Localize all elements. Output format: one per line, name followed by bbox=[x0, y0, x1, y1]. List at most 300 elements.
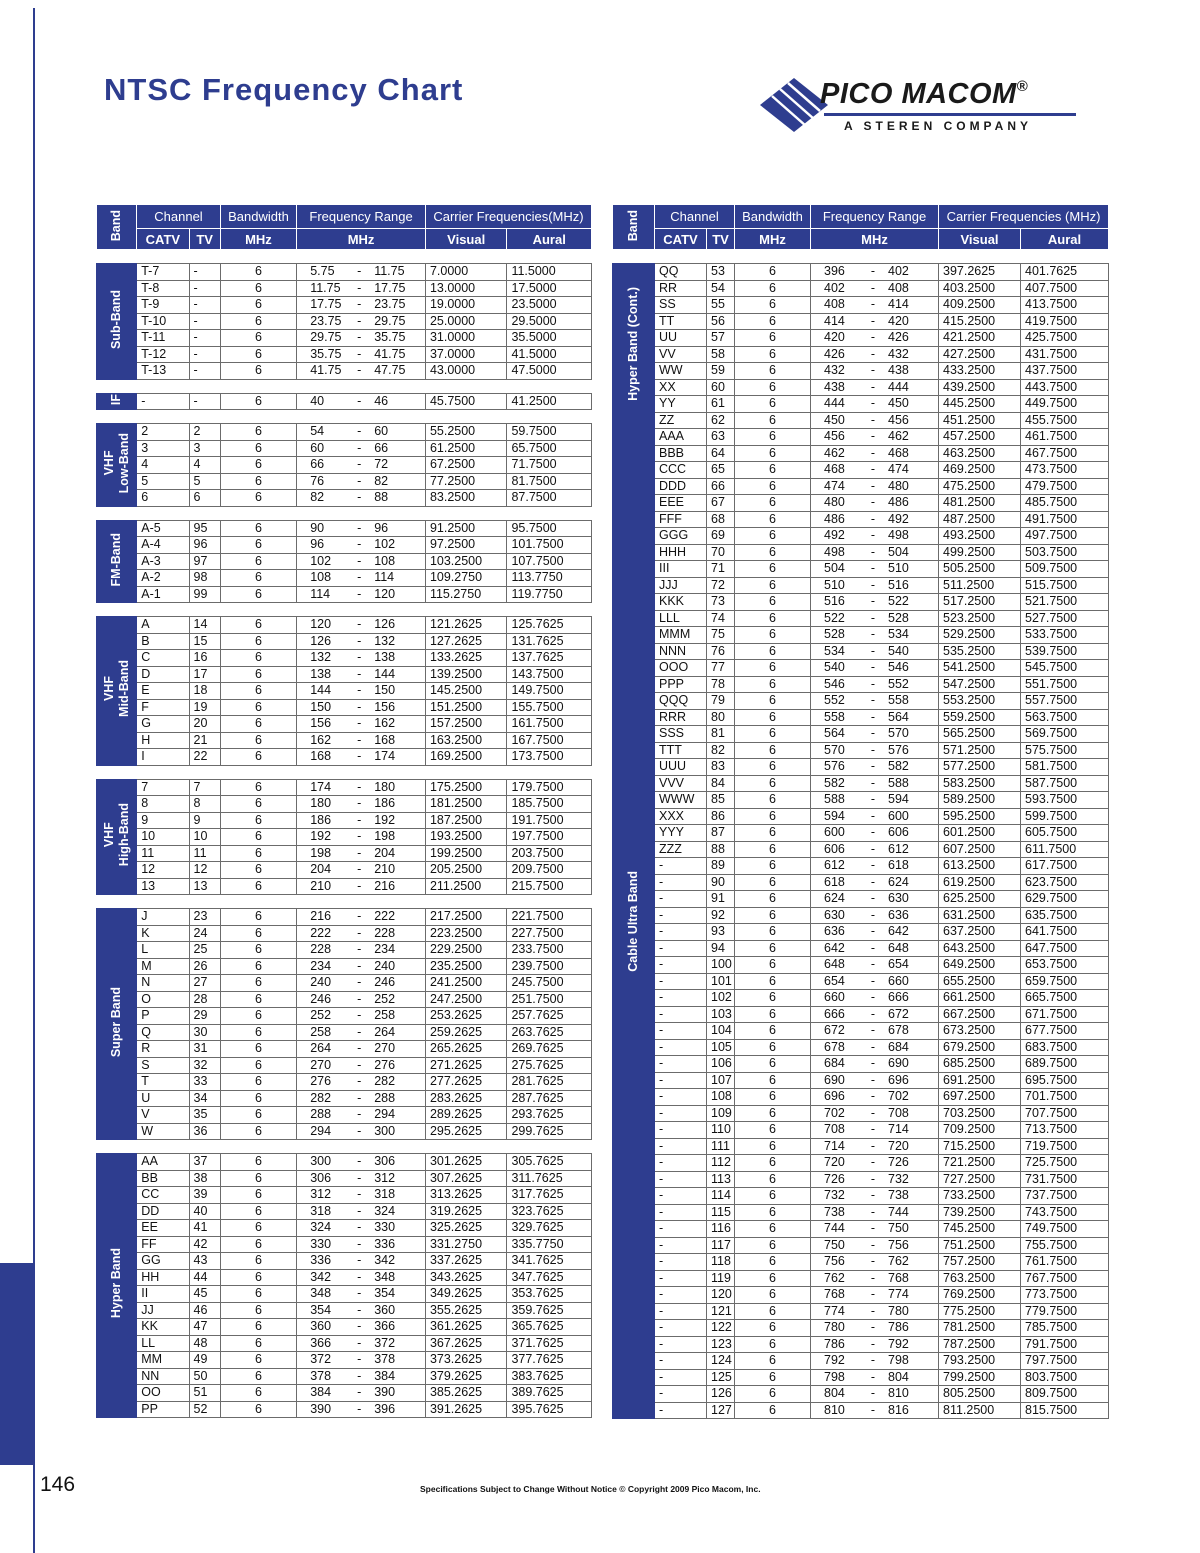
visual-carrier-cell: 763.2500 bbox=[939, 1270, 1021, 1287]
frequency-high: 600 bbox=[888, 808, 909, 823]
table-gap bbox=[613, 250, 1109, 264]
aural-carrier-cell: 407.7500 bbox=[1021, 280, 1109, 297]
frequency-low: 630 bbox=[824, 907, 845, 922]
frequency-range-cell bbox=[297, 520, 426, 537]
table-row bbox=[613, 1204, 1109, 1221]
frequency-low: 546 bbox=[824, 676, 845, 691]
aural-carrier-cell: 131.7625 bbox=[507, 633, 592, 650]
tv-cell: 63 bbox=[707, 429, 735, 446]
aural-carrier-cell: 653.7500 bbox=[1021, 957, 1109, 974]
bandwidth-cell: 6 bbox=[735, 313, 811, 330]
aural-carrier-cell: 713.7500 bbox=[1021, 1122, 1109, 1139]
range-dash: - bbox=[357, 297, 362, 312]
table-gap bbox=[97, 603, 592, 617]
tv-cell: 26 bbox=[189, 958, 220, 975]
aural-carrier-cell: 539.7500 bbox=[1021, 643, 1109, 660]
tv-cell: 77 bbox=[707, 660, 735, 677]
table-row bbox=[613, 907, 1109, 924]
frequency-range-cell bbox=[811, 1039, 939, 1056]
table-row bbox=[97, 570, 592, 587]
range-dash: - bbox=[357, 490, 362, 505]
table-row bbox=[613, 594, 1109, 611]
bandwidth-cell: 6 bbox=[220, 633, 296, 650]
frequency-high: 642 bbox=[888, 924, 909, 939]
tv-cell: 99 bbox=[189, 586, 220, 603]
frequency-range-cell bbox=[811, 1287, 939, 1304]
frequency-low: 40 bbox=[310, 393, 325, 408]
visual-carrier-cell: 409.2500 bbox=[939, 297, 1021, 314]
bandwidth-cell: 6 bbox=[735, 1023, 811, 1040]
table-row bbox=[613, 1320, 1109, 1337]
frequency-low: 492 bbox=[824, 528, 845, 543]
table-row bbox=[613, 264, 1109, 281]
frequency-high: 552 bbox=[888, 676, 909, 691]
tv-cell: 86 bbox=[707, 808, 735, 825]
tv-cell: 7 bbox=[189, 779, 220, 796]
logo-tagline: A STEREN COMPANY bbox=[844, 119, 1033, 133]
visual-carrier-cell: 343.2625 bbox=[425, 1269, 506, 1286]
table-row bbox=[97, 878, 592, 895]
table-gap bbox=[97, 895, 592, 909]
catv-cell: T-10 bbox=[137, 313, 189, 330]
frequency-high: 684 bbox=[888, 1039, 909, 1054]
table-row bbox=[613, 940, 1109, 957]
frequency-low: 324 bbox=[310, 1220, 332, 1235]
frequency-high: 240 bbox=[374, 958, 396, 973]
catv-cell: - bbox=[655, 891, 707, 908]
visual-carrier-cell: 811.2500 bbox=[939, 1402, 1021, 1419]
range-dash: - bbox=[870, 808, 876, 823]
band-label bbox=[109, 987, 124, 1057]
frequency-high: 738 bbox=[888, 1188, 909, 1203]
frequency-high: 366 bbox=[374, 1319, 396, 1334]
range-dash: - bbox=[357, 812, 362, 827]
tv-cell: 111 bbox=[707, 1138, 735, 1155]
aural-carrier-cell: 533.7500 bbox=[1021, 627, 1109, 644]
frequency-high: 462 bbox=[888, 429, 909, 444]
frequency-high: 402 bbox=[888, 264, 909, 279]
bandwidth-cell: 6 bbox=[735, 1336, 811, 1353]
catv-cell: A-1 bbox=[137, 586, 189, 603]
frequency-high: 666 bbox=[888, 990, 909, 1005]
aural-carrier-cell: 443.7500 bbox=[1021, 379, 1109, 396]
frequency-high: 540 bbox=[888, 643, 909, 658]
table-row bbox=[613, 379, 1109, 396]
frequency-range-cell bbox=[297, 1385, 426, 1402]
frequency-high: 732 bbox=[888, 1171, 909, 1186]
visual-carrier-cell: 463.2500 bbox=[939, 445, 1021, 462]
range-dash: - bbox=[357, 1335, 362, 1350]
aural-carrier-cell: 527.7500 bbox=[1021, 610, 1109, 627]
table-row bbox=[97, 586, 592, 603]
frequency-high: 648 bbox=[888, 940, 909, 955]
range-dash: - bbox=[357, 1236, 362, 1251]
table-row bbox=[97, 1335, 592, 1352]
visual-carrier-cell: 637.2500 bbox=[939, 924, 1021, 941]
band-header: Band bbox=[613, 205, 655, 250]
range-dash: - bbox=[870, 363, 876, 378]
visual-carrier-cell: 403.2500 bbox=[939, 280, 1021, 297]
frequency-low: 426 bbox=[824, 346, 845, 361]
aural-carrier-cell: 29.5000 bbox=[507, 313, 592, 330]
range-dash: - bbox=[870, 1270, 876, 1285]
aural-carrier-cell: 239.7500 bbox=[507, 958, 592, 975]
frequency-low: 738 bbox=[824, 1204, 845, 1219]
brand-logo bbox=[758, 74, 1088, 140]
table-row bbox=[97, 1024, 592, 1041]
frequency-high: 282 bbox=[374, 1074, 396, 1089]
aural-carrier-cell: 797.7500 bbox=[1021, 1353, 1109, 1370]
visual-carrier-cell: 769.2500 bbox=[939, 1287, 1021, 1304]
catv-cell: - bbox=[655, 1287, 707, 1304]
range-dash: - bbox=[870, 594, 876, 609]
bandwidth-cell: 6 bbox=[735, 1353, 811, 1370]
frequency-low: 456 bbox=[824, 429, 845, 444]
band-label bbox=[109, 394, 124, 405]
table-row bbox=[613, 561, 1109, 578]
aural-carrier-cell: 185.7500 bbox=[507, 796, 592, 813]
table-row bbox=[613, 1188, 1109, 1205]
frequency-unit-header: MHz bbox=[297, 229, 426, 250]
range-dash: - bbox=[357, 1269, 362, 1284]
tv-cell: 34 bbox=[189, 1090, 220, 1107]
visual-carrier-cell: 217.2500 bbox=[425, 909, 506, 926]
range-dash: - bbox=[870, 1336, 876, 1351]
range-dash: - bbox=[357, 393, 362, 408]
catv-cell: - bbox=[655, 1303, 707, 1320]
bandwidth-cell: 6 bbox=[735, 792, 811, 809]
visual-carrier-cell: 595.2500 bbox=[939, 808, 1021, 825]
catv-header: CATV bbox=[137, 229, 189, 250]
range-dash: - bbox=[357, 553, 362, 568]
catv-cell: - bbox=[655, 1023, 707, 1040]
range-dash: - bbox=[357, 716, 362, 731]
visual-carrier-cell: 709.2500 bbox=[939, 1122, 1021, 1139]
visual-carrier-cell: 475.2500 bbox=[939, 478, 1021, 495]
catv-cell: T-8 bbox=[137, 280, 189, 297]
catv-cell: T-11 bbox=[137, 330, 189, 347]
bandwidth-cell: 6 bbox=[735, 759, 811, 776]
bandwidth-cell: 6 bbox=[735, 297, 811, 314]
right-frequency-table bbox=[612, 204, 1109, 1419]
catv-cell: DDD bbox=[655, 478, 707, 495]
table-row bbox=[97, 958, 592, 975]
bandwidth-cell: 6 bbox=[735, 1254, 811, 1271]
aural-carrier-cell: 125.7625 bbox=[507, 617, 592, 634]
frequency-range-cell bbox=[297, 749, 426, 766]
table-row bbox=[97, 537, 592, 554]
visual-carrier-cell: 799.2500 bbox=[939, 1369, 1021, 1386]
frequency-range-cell bbox=[811, 858, 939, 875]
page-number: 146 bbox=[40, 1473, 76, 1496]
visual-carrier-cell: 745.2500 bbox=[939, 1221, 1021, 1238]
range-dash: - bbox=[357, 330, 362, 345]
table-row bbox=[613, 1270, 1109, 1287]
catv-cell: L bbox=[137, 942, 189, 959]
table-row bbox=[613, 313, 1109, 330]
tv-cell: 36 bbox=[189, 1123, 220, 1140]
frequency-low: 744 bbox=[824, 1221, 845, 1236]
frequency-range-cell bbox=[811, 544, 939, 561]
frequency-low: 384 bbox=[310, 1385, 332, 1400]
bandwidth-cell: 6 bbox=[735, 808, 811, 825]
visual-carrier-cell: 211.2500 bbox=[425, 878, 506, 895]
bandwidth-cell: 6 bbox=[735, 907, 811, 924]
frequency-high: 672 bbox=[888, 1006, 909, 1021]
frequency-range-cell bbox=[811, 973, 939, 990]
range-dash: - bbox=[870, 1353, 876, 1368]
tv-cell: 70 bbox=[707, 544, 735, 561]
bandwidth-cell: 6 bbox=[735, 775, 811, 792]
frequency-range-cell bbox=[297, 1090, 426, 1107]
range-dash: - bbox=[870, 1369, 876, 1384]
tv-cell: 120 bbox=[707, 1287, 735, 1304]
frequency-low: 270 bbox=[310, 1057, 332, 1072]
table-row bbox=[97, 942, 592, 959]
table-row bbox=[613, 693, 1109, 710]
frequency-high: 474 bbox=[888, 462, 909, 477]
bandwidth-cell: 6 bbox=[735, 1369, 811, 1386]
table-row bbox=[97, 1302, 592, 1319]
frequency-low: 774 bbox=[824, 1303, 845, 1318]
range-dash: - bbox=[870, 495, 876, 510]
tv-cell: 89 bbox=[707, 858, 735, 875]
bandwidth-cell: 6 bbox=[220, 958, 296, 975]
frequency-range-cell bbox=[297, 297, 426, 314]
frequency-range-cell bbox=[297, 586, 426, 603]
frequency-high: 330 bbox=[374, 1220, 396, 1235]
bandwidth-cell: 6 bbox=[220, 1170, 296, 1187]
range-dash: - bbox=[870, 264, 876, 279]
bandwidth-cell: 6 bbox=[220, 520, 296, 537]
frequency-range-cell bbox=[297, 666, 426, 683]
frequency-range-cell bbox=[297, 473, 426, 490]
tv-cell: 13 bbox=[189, 878, 220, 895]
frequency-high: 246 bbox=[374, 975, 396, 990]
bandwidth-cell: 6 bbox=[735, 1056, 811, 1073]
tv-cell: 52 bbox=[189, 1401, 220, 1418]
visual-carrier-cell: 313.2625 bbox=[425, 1187, 506, 1204]
frequency-high: 624 bbox=[888, 874, 909, 889]
tv-cell: 72 bbox=[707, 577, 735, 594]
range-dash: - bbox=[870, 1072, 876, 1087]
catv-cell: KKK bbox=[655, 594, 707, 611]
frequency-high: 82 bbox=[374, 473, 389, 488]
frequency-range-cell bbox=[811, 1122, 939, 1139]
catv-cell: 6 bbox=[137, 490, 189, 507]
aural-carrier-cell: 41.2500 bbox=[507, 393, 592, 410]
frequency-high: 66 bbox=[374, 440, 389, 455]
catv-cell: MMM bbox=[655, 627, 707, 644]
frequency-high: 714 bbox=[888, 1122, 909, 1137]
logo-name: PICO MACOM® bbox=[820, 78, 1029, 110]
catv-cell: T bbox=[137, 1074, 189, 1091]
aural-carrier-cell: 317.7625 bbox=[507, 1187, 592, 1204]
aural-carrier-cell: 341.7625 bbox=[507, 1253, 592, 1270]
visual-carrier-cell: 289.2625 bbox=[425, 1107, 506, 1124]
aural-carrier-cell: 737.7500 bbox=[1021, 1188, 1109, 1205]
frequency-range-cell bbox=[297, 1187, 426, 1204]
band-label bbox=[626, 871, 641, 972]
frequency-low: 120 bbox=[310, 617, 332, 632]
bandwidth-cell: 6 bbox=[220, 457, 296, 474]
aural-carrier-cell: 743.7500 bbox=[1021, 1204, 1109, 1221]
bandwidth-cell: 6 bbox=[220, 1401, 296, 1418]
tv-cell: 65 bbox=[707, 462, 735, 479]
catv-cell: - bbox=[655, 1270, 707, 1287]
visual-carrier-cell: 787.2500 bbox=[939, 1336, 1021, 1353]
frequency-high: 570 bbox=[888, 726, 909, 741]
tv-cell: 71 bbox=[707, 561, 735, 578]
frequency-high: 810 bbox=[888, 1386, 909, 1401]
bandwidth-cell: 6 bbox=[735, 1072, 811, 1089]
range-dash: - bbox=[357, 264, 362, 279]
band-label-line: IF bbox=[109, 393, 124, 405]
aural-carrier-cell: 449.7500 bbox=[1021, 396, 1109, 413]
range-dash: - bbox=[357, 732, 362, 747]
band-label-line: Mid-Band bbox=[116, 660, 131, 718]
bandwidth-cell: 6 bbox=[735, 676, 811, 693]
catv-cell: LLL bbox=[655, 610, 707, 627]
frequency-high: 426 bbox=[888, 330, 909, 345]
aural-carrier-cell: 155.7500 bbox=[507, 699, 592, 716]
frequency-low: 336 bbox=[310, 1253, 332, 1268]
frequency-low: 348 bbox=[310, 1286, 332, 1301]
aural-carrier-cell: 815.7500 bbox=[1021, 1402, 1109, 1419]
bandwidth-cell: 6 bbox=[735, 957, 811, 974]
frequency-high: 312 bbox=[374, 1170, 396, 1185]
tv-cell: 127 bbox=[707, 1402, 735, 1419]
bandwidth-cell: 6 bbox=[220, 1385, 296, 1402]
table-row bbox=[97, 363, 592, 380]
catv-cell: 5 bbox=[137, 473, 189, 490]
frequency-high: 46 bbox=[374, 393, 389, 408]
aural-carrier-cell: 161.7500 bbox=[507, 716, 592, 733]
range-dash: - bbox=[357, 1187, 362, 1202]
bandwidth-cell: 6 bbox=[735, 1270, 811, 1287]
frequency-range-cell bbox=[811, 363, 939, 380]
catv-cell: SSS bbox=[655, 726, 707, 743]
visual-carrier-cell: 55.2500 bbox=[425, 424, 506, 441]
tv-cell: 18 bbox=[189, 683, 220, 700]
frequency-range-cell bbox=[811, 346, 939, 363]
catv-cell: CC bbox=[137, 1187, 189, 1204]
catv-cell: - bbox=[655, 1006, 707, 1023]
tv-cell: 124 bbox=[707, 1353, 735, 1370]
range-dash: - bbox=[357, 1057, 362, 1072]
visual-carrier-cell: 529.2500 bbox=[939, 627, 1021, 644]
bandwidth-cell: 6 bbox=[220, 699, 296, 716]
frequency-high: 534 bbox=[888, 627, 909, 642]
frequency-high: 294 bbox=[374, 1107, 396, 1122]
frequency-high: 456 bbox=[888, 412, 909, 427]
aural-carrier-cell: 641.7500 bbox=[1021, 924, 1109, 941]
bandwidth-cell: 6 bbox=[735, 1171, 811, 1188]
range-dash: - bbox=[870, 973, 876, 988]
frequency-range-cell bbox=[811, 957, 939, 974]
frequency-high: 96 bbox=[374, 520, 389, 535]
frequency-low: 318 bbox=[310, 1203, 332, 1218]
catv-cell: WWW bbox=[655, 792, 707, 809]
tv-cell: 125 bbox=[707, 1369, 735, 1386]
table-row bbox=[97, 424, 592, 441]
bandwidth-cell: 6 bbox=[735, 1204, 811, 1221]
range-dash: - bbox=[357, 280, 362, 295]
aural-carrier-cell: 791.7500 bbox=[1021, 1336, 1109, 1353]
visual-carrier-cell: 349.2625 bbox=[425, 1286, 506, 1303]
frequency-range-cell bbox=[811, 643, 939, 660]
tv-cell: - bbox=[189, 280, 220, 297]
catv-cell: - bbox=[655, 924, 707, 941]
table-row bbox=[613, 1369, 1109, 1386]
frequency-high: 618 bbox=[888, 858, 909, 873]
bandwidth-cell: 6 bbox=[220, 812, 296, 829]
catv-cell: - bbox=[655, 1353, 707, 1370]
tv-cell: 84 bbox=[707, 775, 735, 792]
frequency-high: 774 bbox=[888, 1287, 909, 1302]
frequency-range-cell bbox=[297, 1286, 426, 1303]
band-label-line: Super Band bbox=[109, 986, 124, 1058]
tv-cell: 101 bbox=[707, 973, 735, 990]
table-gap bbox=[97, 410, 592, 424]
frequency-high: 492 bbox=[888, 511, 909, 526]
frequency-high: 342 bbox=[374, 1253, 396, 1268]
frequency-range-cell bbox=[811, 627, 939, 644]
catv-cell: U bbox=[137, 1090, 189, 1107]
frequency-low: 678 bbox=[824, 1039, 845, 1054]
tv-cell: 49 bbox=[189, 1352, 220, 1369]
visual-carrier-cell: 271.2625 bbox=[425, 1057, 506, 1074]
catv-cell: - bbox=[655, 1386, 707, 1403]
visual-carrier-cell: 433.2500 bbox=[939, 363, 1021, 380]
catv-cell: A-5 bbox=[137, 520, 189, 537]
frequency-high: 17.75 bbox=[374, 280, 406, 295]
table-gap bbox=[97, 379, 592, 393]
bandwidth-cell: 6 bbox=[735, 495, 811, 512]
tv-cell: 95 bbox=[189, 520, 220, 537]
frequency-high: 138 bbox=[374, 650, 396, 665]
frequency-low: 126 bbox=[310, 633, 332, 648]
visual-carrier-cell: 277.2625 bbox=[425, 1074, 506, 1091]
catv-cell: 4 bbox=[137, 457, 189, 474]
frequency-low: 150 bbox=[310, 699, 332, 714]
tv-cell: 6 bbox=[189, 490, 220, 507]
catv-cell: T-7 bbox=[137, 264, 189, 281]
table-row bbox=[97, 1385, 592, 1402]
catv-cell: - bbox=[655, 1138, 707, 1155]
frequency-low: 378 bbox=[310, 1368, 332, 1383]
range-dash: - bbox=[870, 1089, 876, 1104]
frequency-low: 606 bbox=[824, 841, 845, 856]
range-dash: - bbox=[870, 1320, 876, 1335]
frequency-low: 204 bbox=[310, 862, 332, 877]
tv-cell: - bbox=[189, 330, 220, 347]
bandwidth-cell: 6 bbox=[735, 1122, 811, 1139]
tv-cell: 57 bbox=[707, 330, 735, 347]
frequency-range-cell bbox=[811, 1105, 939, 1122]
table-row bbox=[613, 495, 1109, 512]
frequency-low: 210 bbox=[310, 878, 332, 893]
frequency-range-cell bbox=[811, 1089, 939, 1106]
visual-carrier-cell: 679.2500 bbox=[939, 1039, 1021, 1056]
bandwidth-unit-header: MHz bbox=[220, 229, 296, 250]
aural-carrier-cell: 81.7500 bbox=[507, 473, 592, 490]
visual-carrier-cell: 121.2625 bbox=[425, 617, 506, 634]
visual-carrier-cell: 199.2500 bbox=[425, 845, 506, 862]
frequency-range-cell bbox=[811, 742, 939, 759]
tv-cell: 14 bbox=[189, 617, 220, 634]
frequency-high: 348 bbox=[374, 1269, 396, 1284]
